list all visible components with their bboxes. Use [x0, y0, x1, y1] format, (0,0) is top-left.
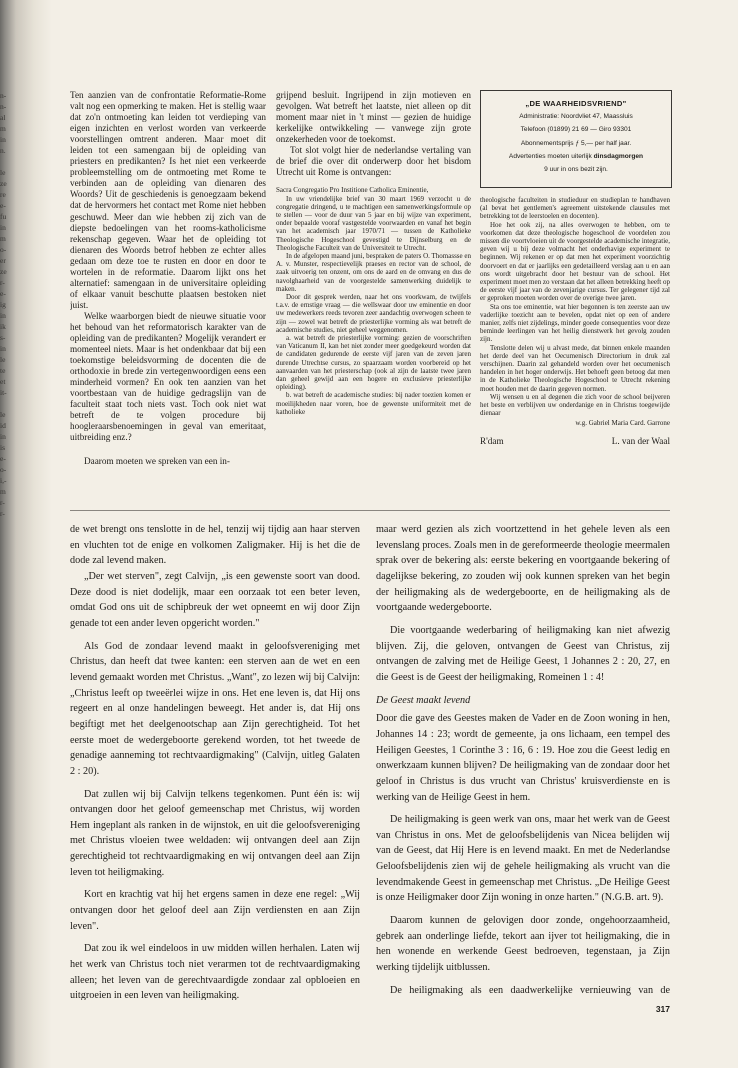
gutter-fragment: n- — [0, 91, 7, 100]
article-column-5 — [376, 522, 670, 1000]
gutter-fragment: in — [0, 432, 6, 441]
advertisement-deadline — [481, 150, 671, 163]
gutter-fragment — [0, 156, 14, 167]
gutter-fragment: id — [0, 421, 6, 430]
gutter-fragment: fu — [0, 212, 7, 221]
gutter-fragment: is — [0, 443, 6, 452]
gutter-fragment: n. — [0, 146, 6, 155]
paragraph: Daarom moeten we spreken van een in- — [84, 455, 230, 466]
gutter-fragment: m — [0, 124, 6, 133]
paragraph: De heiligmaking als een daadwerkelijke vernieuwing van de — [390, 984, 670, 996]
gutter-fragment: le — [0, 410, 6, 419]
paragraph: Die voortgaande wederbaring of heiligmaking kan niet afwezig blijven. Zij, die geloven, ontvangen de Geest van Christus, zij ontvangen de zalving met de Heilige Geest, 1 Johannes 2 : 20, 27, en die Geest is de Geest der heiligmaking, Romeinen 1 : 4! — [376, 624, 670, 683]
article-column-1 — [70, 90, 266, 505]
gutter-fragments — [0, 90, 14, 519]
masthead-box — [480, 90, 672, 188]
gutter-fragment: i,- — [0, 476, 7, 485]
paragraph: Tot slot volgt hier de nederlandse vertaling van de brief die over dit onderwerp door het bisdom Utrecht uit Rome is ontvangen: — [276, 145, 471, 178]
gutter-fragment: ik — [0, 322, 6, 331]
adv-day: dinsdagmorgen — [593, 152, 644, 160]
article-column-4 — [70, 522, 360, 1000]
author: L. van der Waal — [611, 435, 670, 446]
letter-paragraph: In uw vriendelijke brief van 30 maart 1969 verzocht u de congregatie dringend, u te machtigen een samenwerkingsformule op te stellen — voor de duur van 5 jaar en bij wijze van experiment, onder bepaalde vooraf vastgestelde voorwaarden en vanaf het begin van het academisch jaar 1970/71 — tussen de Katholieke Theologische Hogeschool gevestigd te Dijnselburg en de Theologische Faculteit van de Universiteit te Utrecht. — [276, 194, 471, 252]
gutter-fragment: it- — [0, 388, 7, 397]
paragraph: maar werd gezien als zich voortzettend in het gehele leven als een levenslang proces. Zoals men in de gereformeerde theologie meermalen sprak over de bekering als: eerste bekering en voortgaande bekering of dagelijkse bekering, zo zouden wij ook kunnen spreken van het begin der heiligmaking als de wedergeboorte, en de heiligmaking als de voortgaande wedergeboorte. — [376, 524, 670, 614]
gutter-fragment: m — [0, 487, 6, 496]
paragraph: Dat zullen wij bij Calvijn telkens tegenkomen. Punt één is: wij ontvangen door het geloof gemeenschap met Christus, wij worden Hem ingeplant als ranken in de wijnstok, en uit die geloofsvereniging met Christus vloeien twee weldaden: wij ontvangen deel aan Zijn gerechtigheid tot rechtvaardigmaking en wij ontvangen deel aan Zijn leven tot heiligmaking. — [70, 788, 360, 878]
gutter-fragment: in — [0, 135, 6, 144]
gutter-fragment: e- — [0, 201, 6, 210]
gutter-fragment: s- — [0, 333, 6, 342]
article-footer — [480, 436, 670, 447]
gutter-fragment: r- — [0, 509, 5, 518]
subscription-price: Abonnementsprijs ƒ 5,— per half jaar. — [520, 139, 632, 147]
letter-text — [276, 186, 471, 416]
gutter-fragment: al — [0, 113, 6, 122]
article-column-3 — [480, 196, 670, 496]
gutter-fragment: in — [0, 344, 6, 353]
section-divider — [70, 510, 670, 511]
gutter-fragment: r- — [0, 498, 5, 507]
gutter-fragment: re — [0, 190, 6, 199]
letter-paragraph: theologische faculteiten in studieduur en studieplan te handhaven (al bevat het gentlemen's agreement uitstekende clausules met betrekking tot de leerstoelen en docenten). — [480, 196, 670, 221]
gutter-fragment: e- — [0, 289, 6, 298]
gutter-fragment: et — [0, 377, 6, 386]
advertisement-time: 9 uur in ons bezit zijn. — [544, 166, 608, 174]
gutter-fragment: ig — [0, 300, 6, 309]
gutter-fragment: e- — [0, 454, 6, 463]
letter-paragraph: In de afgelopen maand juni, bespraken de paters O. Thomassse en A. v. Munster, respectievelijk praeses en rector van de school, de zaak uitvoerig ten onzent, om ons de aard en de omvang en dus de navolghaarheid van de voorgestelde samenwerking duidelijk te maken. — [276, 252, 471, 293]
paragraph: Door die gave des Geestes maken de Vader en de Zoon woning in hen, Johannes 14 : 23; wordt de gemeente, ja ons lichaam, een tempel des Heiligen Geestes, 1 Corinthe 3 : 16, 6 : 19. Hoe zou die Geest ledig en onwerkzaam kunnen blijven? De heiligmaking van de zondaar door het geloof in Christus is dus vrucht van Christus' kruisverdienste en is werking van de Heilige Geest in hem. — [376, 713, 670, 803]
phone-giro: Telefoon (01899) 21 69 — Giro 93301 — [520, 126, 632, 134]
gutter-fragment: er — [0, 256, 6, 265]
section-heading: De Geest maakt levend — [376, 694, 471, 706]
administration-address: Administratie: Noordvliet 47, Maassluis — [519, 113, 633, 121]
paragraph: grijpend besluit. Ingrijpend in zijn motieven en gevolgen. Wat betreft het laatste, niet alleen op dit moment maar niet in 't minst — gezien de huidige kerkelijke ontwikkeling — vanwege zijn grote onzekerheden voor de toekomst. — [276, 90, 471, 145]
letter-paragraph: Tenslotte delen wij u alvast mede, dat binnen enkele maanden het derde deel van het Oecumenisch Directorium in druk zal verschijnen. Daarin zal gehandeld worden over het oecumenisch handelen in het hoger onderwijs. Het behoeft geen betoog dat men in de Katholieke Theologische Hogeschool te Utrecht rekening moet houden met de daarin gegeven normen. — [480, 343, 670, 393]
publication-name: „DE WAARHEIDSVRIEND" — [525, 99, 627, 108]
letter-paragraph: Door dit gesprek werden, naar het ons voorkwam, de twijfels t.a.v. de ernstige vraag — die wellswaar door uw eminentie en door uw medewerkers reeds tevoren zeer aandachtig overwogen scheen te zijn — zowel wat betreft de priesterlijke vorming als wat betreft de academische studies, niet geheel weggenomen. — [276, 293, 471, 334]
gutter-fragment: in — [0, 223, 6, 232]
gutter-fragment: r- — [0, 278, 5, 287]
letter-paragraph: Hoe het ook zij, na alles overwogen te hebben, om te voorkomen dat deze theologische hogeschool de voordelen zou missen die voortvloeien uit de voorgestelde academische integratie, geven wij u bij deze volmacht het onderhavige experiment te beginnen. Wij rekenen er op dat men het experiment voorzichtig doorvoert en dat er jaarlijks een gedetailleerd verslag aan u en aan ons wordt uitgebracht door het bestuur van de school. Het experiment moet men zo verstaan dat het alleen betrekking heeft op de eerste vijf jaar van de zevenjarige cursus. Ter gelegener tijd zal er geproken moeten worden over de overige twee jaren. — [480, 220, 670, 303]
gutter-fragment: le — [0, 355, 6, 364]
paragraph: Dat zou ik wel eindeloos in uw midden willen herhalen. Laten wij het werk van Christus toch niet verarmen tot de rechtvaardigmaking alleen; het leven van de gerechtvaardigde zondaar zal opbloeien en uitgroeien in een leven van heiligmaking. — [70, 943, 360, 1000]
paragraph: Ten aanzien van de confrontatie Reformatie-Rome valt nog een opmerking te maken. Het is stellig waar dat zo'n ontmoeting kan leiden tot verdieping van eigen inzichten en verlost worden van verkeerde voorstellingen omtrent anderen. Maar moet dit leiden tot een samengaan bij de opleiding van priesters en predikanten? Is het niet een verkeerde probleemstelling om de ontmoeting met Rome te verbinden aan de opleiding van dienaren des Woords? Uit de geschiedenis is genoegzaam bekend dat de hervormers het contact met Rome niet hebben geschuwd. Meer dan wie hebben zij zich van de diepste bedoelingen van het rooms-katholicisme rekenschap gegeven. Waar het de opleiding tot dienaren des Woords betrof hebben ze echter alles gedaan om deze toe te rusten en door en door te wortelen in de reformatie. Daarom lijkt ons het alternatief: samengaan in de universitaire opleiding of elkaar vanuit beschutte plaatsen bestoken niet juist. — [70, 90, 266, 310]
paragraph: „Der wet sterven", zegt Calvijn, „is een gewenste soort van dood. Deze dood is niet dodelijk, maar een oorzaak tot een beter leven, omdat God ons uit de schipbreuk der wet opneemt en wij door Zijn genade tot een ander leven opgericht worden." — [70, 570, 360, 629]
letter-salutation: Sacra Congregatio Pro Institione Catholica Eminentie, — [276, 186, 429, 195]
gutter-fragment: ze — [0, 179, 7, 188]
gutter-fragment: ze — [0, 267, 7, 276]
paragraph: de wet brengt ons tenslotte in de hel, tenzij wij tijdig aan haar sterven en vluchten tot de enige en volkomen Zaligmaker. Hij is het die de dode zal levend maken. — [70, 524, 360, 567]
letter-paragraph: Sta ons toe eminentie, wat hier begonnen is ten zeerste aan uw vaderlijke toezicht aan te bevelen, opdat niet op een of andere manier, zelfs niet zijdelings, minder goede consequenties voor deze beminde leerlingen van het heilig dienstwerk het gevolg zouden zijn. — [480, 302, 670, 344]
paragraph: Welke waarborgen biedt de nieuwe situatie voor het behoud van het reformatorisch karakter van de opleiding van de predikanten? Mogelijk verandert er momenteel niets. Maar is het ondenkbaar dat bij een toekomstige beleidsvorming de docenten die de orthodoxie in brede zin vertegenwoordigen eens een minderheid vormen? En ook ten aanzien van het voortbestaan van de huidige gedragslijn van de faculteit staat toch niets vast. Toch ook niet wat betreft de te volgen procedure bij hoogleraarsbenoemingen in geval van emeritaat, uitbreiding enz.? — [70, 310, 266, 443]
paragraph: De heiligmaking is geen werk van ons, maar het werk van de Geest van Christus in ons. Met de geloofsbelijdenis van Nicea belijden wij van de Geest, dat Hij Here is en levend maakt. En met de Nederlandse Geloofsbelijdenis zien wij de gehele heiligmaking als vrucht van die levendmakende Geest in gemeenschap met Christus. „De Heilige Geest is onze Heiligmaker door Zijn woning in onze harten." (N.G.B. art. 9). — [376, 814, 670, 904]
gutter-fragment: o- — [0, 245, 7, 254]
paragraph: Kort en krachtig vat hij het ergens samen in deze ene regel: „Wij ontvangen door het geloof deel aan Zijn verdiensten en aan Zijn leven". — [70, 889, 360, 932]
place: R'dam — [480, 435, 504, 446]
paragraph: Daarom kunnen de gelovigen door zonde, ongehoorzaamheid, gebrek aan onderlinge liefde, tekort aan ijver tot heiligmaking, die in hen wonende en werkende Geest bedroeven, tegenstaan, ja Zijn werking tijdelijk uitblussen. — [376, 915, 670, 974]
letter-signature: w.g. Gabriel Maria Card. Garrone — [575, 419, 670, 428]
gutter-fragment: te — [0, 366, 6, 375]
gutter-fragment: le — [0, 168, 6, 177]
letter-paragraph: Wij wensen u en al degenen die zich voor de school beijveren het beste en verblijven uw onderdanige en in Christus toegewijde dienaar — [480, 392, 670, 418]
adv-prefix: Advertenties moeten uiterlijk — [508, 152, 594, 160]
gutter-fragment: in — [0, 311, 6, 320]
article-column-2 — [276, 90, 471, 505]
gutter-fragment: n- — [0, 102, 7, 111]
gutter-fragment: o- — [0, 465, 7, 474]
gutter-fragment — [0, 398, 14, 409]
paragraph: Als God de zondaar levend maakt in geloofsvereniging met Christus, dan heeft dat twee kanten: een sterven aan de wet en een levend gemaakt worden met Christus. „Want", zo lezen wij bij Calvijn: „Christus leeft op tweeërlei wijze in ons. Het ene leven is, dat Hij ons regeert en al onze handelingen beweegt. Het ander is, dat Hij ons begiftigt met het deelgenootschap aan Zijn gerechtigheid. Tot het eerste moet de wedergeboorte gerekend worden, tot het tweede de genadige aanneming tot rechtvaardigmaking" (Calvijn, uitleg Galaten 2 : 20). — [70, 640, 360, 777]
gutter-fragment: m — [0, 234, 6, 243]
letter-paragraph: a. wat betreft de priesterlijke vorming: gezien de voorschriften van Vaticanum II, kan het niet zonder meer goedgekeurd worden dat de candidaten gedurende de eerste vijf jaren van de zeven jaren durende Utrechtse cursus, zo spaarzaam worden voorbereid op het aanvaarden van het priesterschap (ook al zijn de laatste twee jaren dan geheel gewijd aan een hogere en exclusieve priesterlijke opleiding). — [276, 334, 471, 392]
letter-paragraph: b. wat betreft de academische studies: bij nader toezien komen er moeilijkheden naar voren, hoe de gewenste uniformiteit met de katholieke — [276, 391, 471, 416]
page-number: 317 — [655, 1004, 670, 1014]
